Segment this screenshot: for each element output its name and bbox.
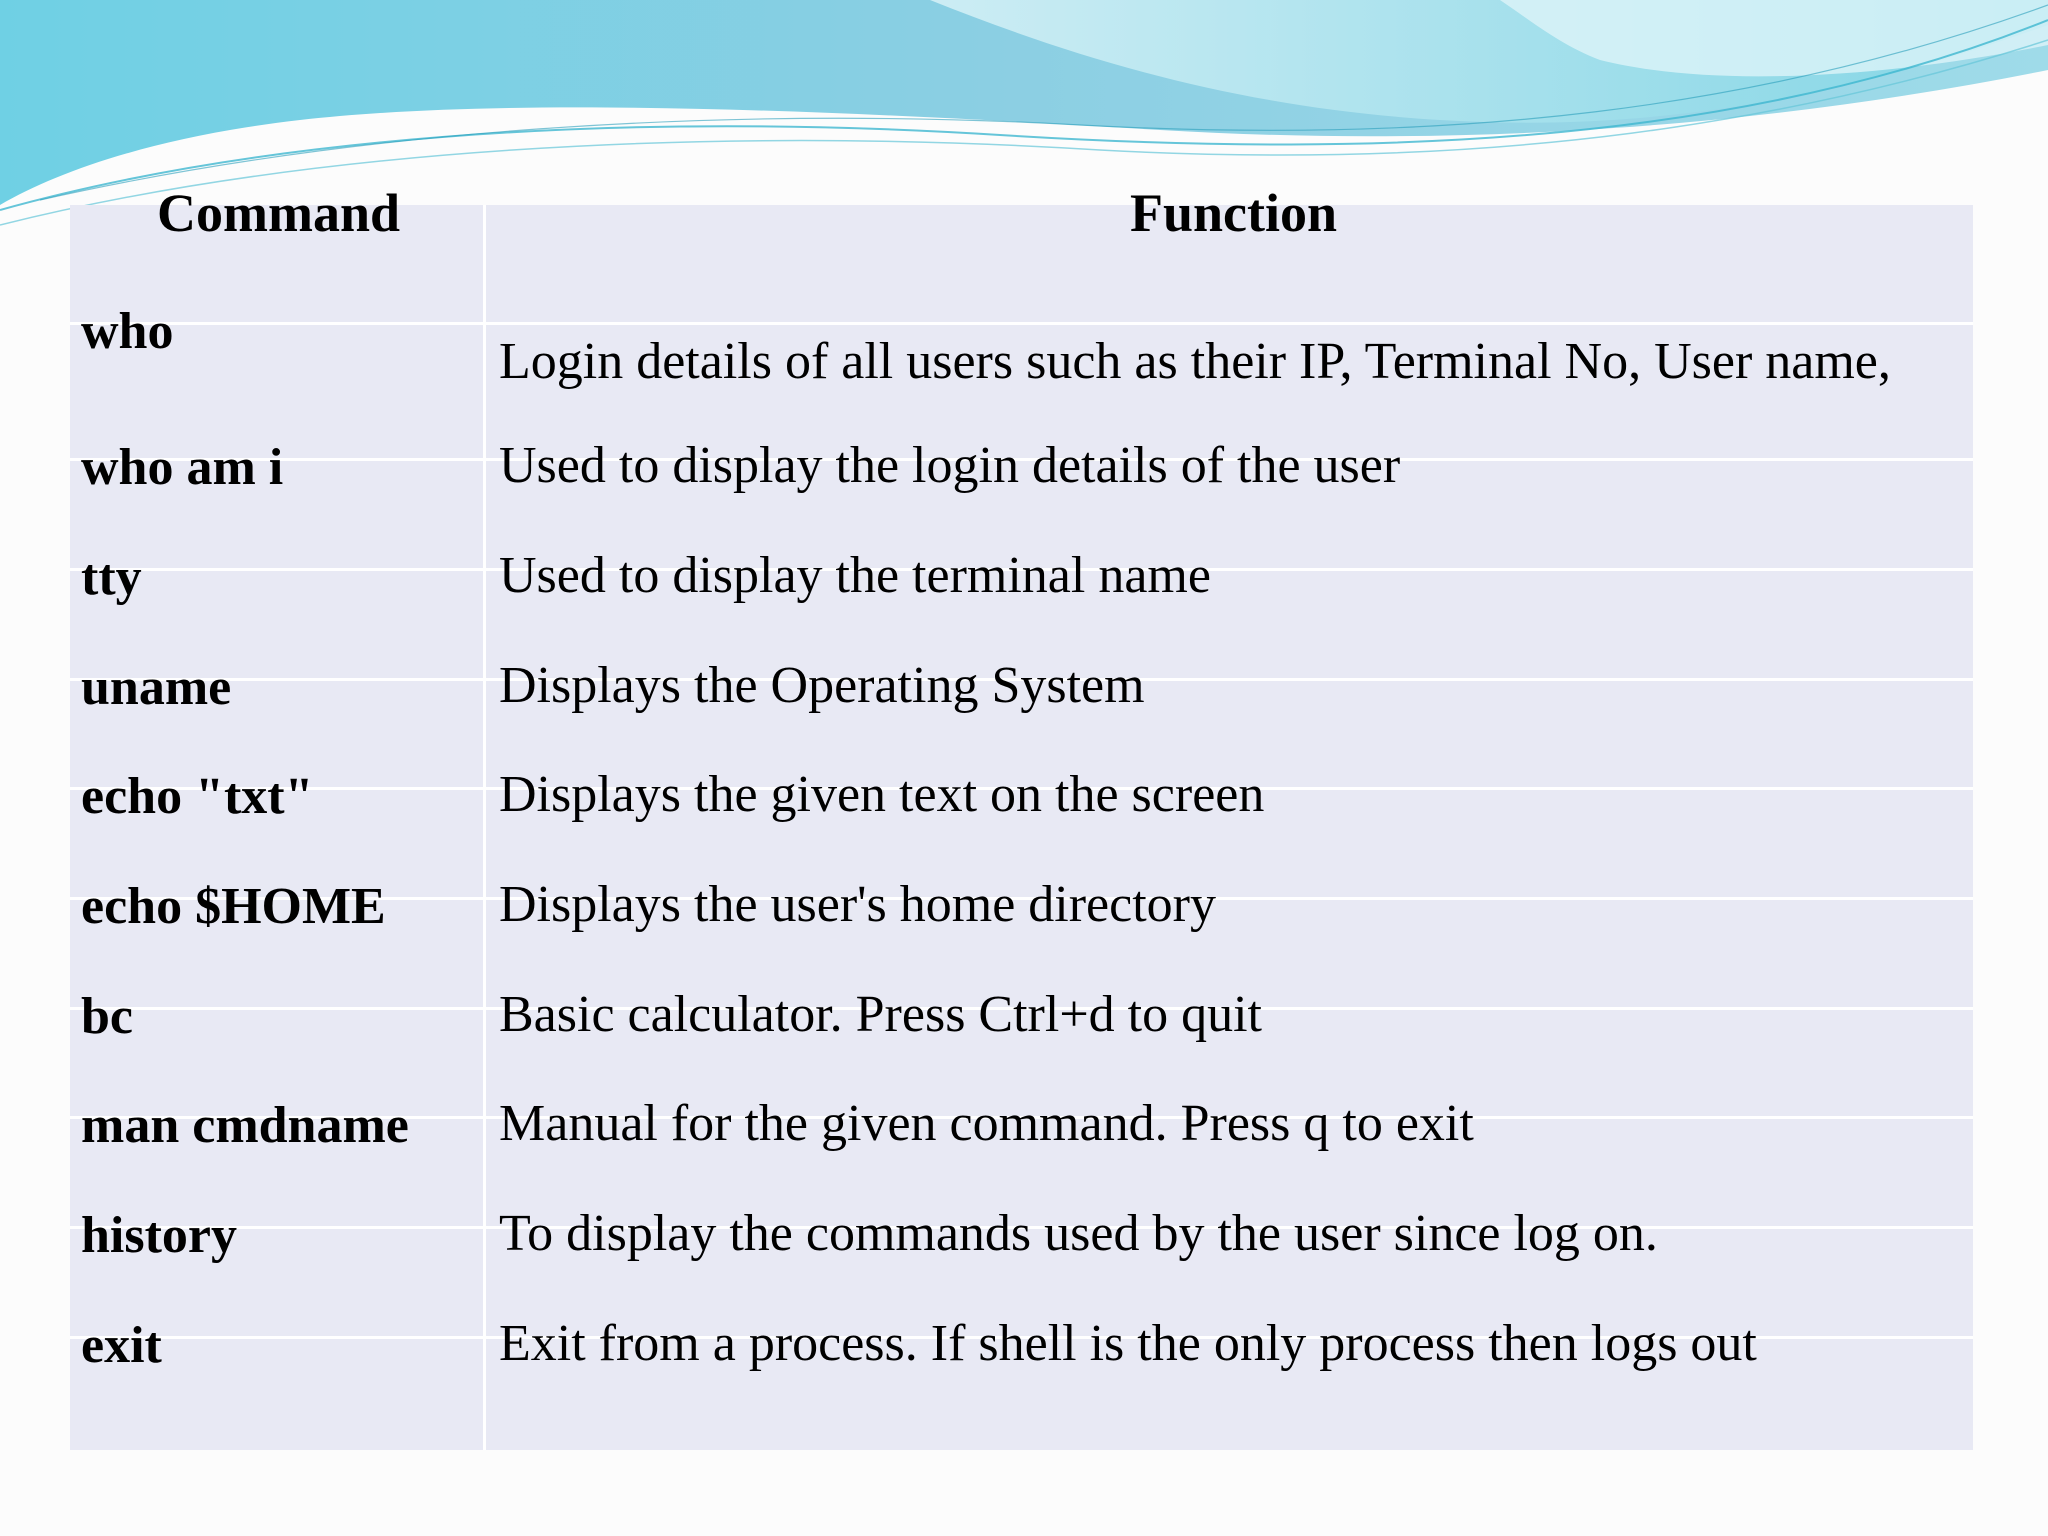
row-divider — [70, 322, 1973, 325]
command-cell: bc — [81, 988, 133, 1045]
function-cell: Displays the given text on the screen — [499, 766, 1265, 823]
command-cell: uname — [81, 659, 232, 716]
function-cell: Exit from a process. If shell is the only process then logs out — [499, 1315, 1757, 1372]
function-cell: Manual for the given command. Press q to exit — [499, 1095, 1474, 1152]
command-cell: man cmdname — [81, 1097, 409, 1154]
command-cell: who am i — [81, 439, 284, 496]
function-cell: Displays the user's home directory — [499, 876, 1216, 933]
command-cell: echo $HOME — [81, 878, 386, 935]
function-cell: Used to display the terminal name — [499, 547, 1211, 604]
commands-table — [70, 183, 1973, 1450]
function-cell: Basic calculator. Press Ctrl+d to quit — [499, 986, 1262, 1043]
function-cell: Used to display the login details of the user — [499, 437, 1401, 494]
function-cell: Login details of all users such as their IP, Terminal No, User name, — [499, 333, 1891, 390]
command-cell: tty — [81, 549, 142, 606]
function-cell: Displays the Operating System — [499, 657, 1145, 714]
column-divider — [483, 205, 486, 1450]
command-cell: echo "txt" — [81, 768, 314, 825]
command-cell: history — [81, 1207, 237, 1264]
command-cell: who — [81, 303, 174, 360]
function-cell: To display the commands used by the user since log on. — [499, 1205, 1658, 1262]
header-command: Command — [157, 183, 401, 243]
command-cell: exit — [81, 1317, 162, 1374]
header-function: Function — [1130, 183, 1338, 243]
